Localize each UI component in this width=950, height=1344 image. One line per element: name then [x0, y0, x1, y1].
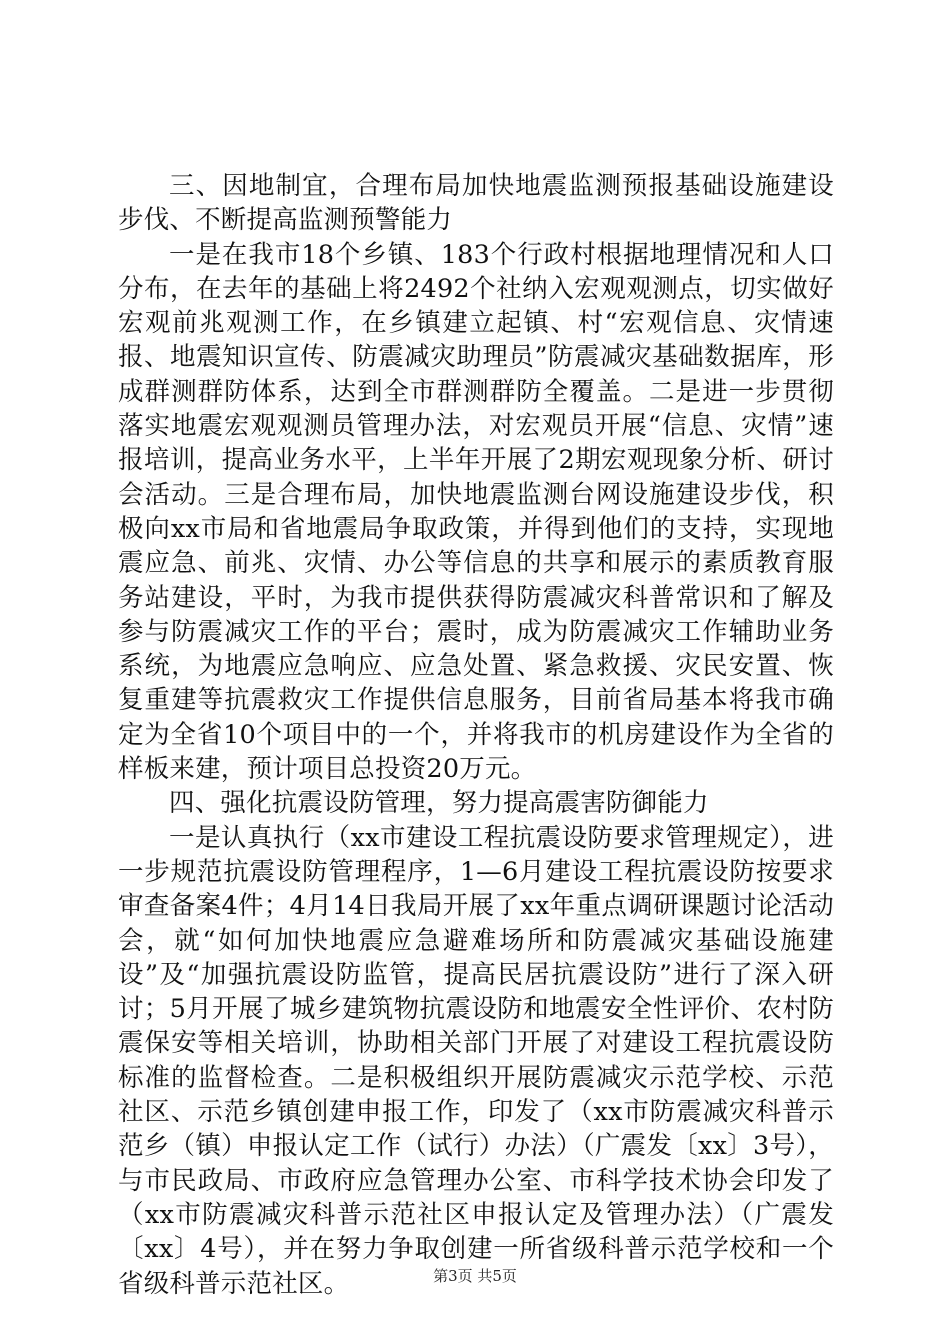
section-heading-3: 三、因地制宜，合理布局加快地震监测预报基础设施建设步伐、不断提高监测预警能力 [118, 171, 834, 236]
page-footer: 第3页 共5页 [433, 1267, 517, 1285]
document-body [118, 169, 834, 1301]
section-heading-4: 四、强化抗震设防管理，努力提高震害防御能力 [169, 788, 709, 819]
body-paragraph-2: 一是认真执行（xx市建设工程抗震设防要求管理规定），进一步规范抗震设防管理程序，1—6月建设工程抗震设防按要求审查备案4件；4月14日我局开展了xx年重点调研课题讨论活动会，就“如何加快地震应急避难场所和防震减灾基础设施建设”及“加强抗震设防监管，提高民居抗震设防”进行了深入研讨；5月开展了城乡建筑物抗震设防和地震安全性评价、农村防震保安等相关培训，协助相关部门开展了对建设工程抗震设防标准的监督检查。二是积极组织开展防震减灾示范学校、示范社区、示范乡镇创建申报工作，印发了（xx市防震减灾科普示范乡（镇）申报认定工作（试行）办法）（广震发〔xx〕3号），与市民政局、市政府应急管理办公室、市科学技术协会印发了（xx市防震减灾科普示范社区申报认定及管理办法）（广震发〔xx〕4号），并在努力争取创建一所省级科普示范学校和一个省级科普示范社区。 [118, 822, 834, 1299]
body-paragraph-1: 一是在我市18个乡镇、183个行政村根据地理情况和人口分布，在去年的基础上将2492个社纳入宏观观测点，切实做好宏观前兆观测工作，在乡镇建立起镇、村“宏观信息、灾情速报、地震知识宣传、防震减灾助理员”防震减灾基础数据库，形成群测群防体系，达到全市群测群防全覆盖。二是进一步贯彻落实地震宏观观测员管理办法，对宏观员开展“信息、灾情”速报培训，提高业务水平，上半年开展了2期宏观现象分析、研讨会活动。三是合理布局，加快地震监测台网设施建设步伐，积极向xx市局和省地震局争取政策，并得到他们的支持，实现地震应急、前兆、灾情、办公等信息的共享和展示的素质教育服务站建设，平时，为我市提供获得防震减灾科普常识和了解及参与防震减灾工作的平台；震时，成为防震减灾工作辅助业务系统，为地震应急响应、应急处置、紧急救援、灾民安置、恢复重建等抗震救灾工作提供信息服务，目前省局基本将我市确定为全省10个项目中的一个，并将我市的机房建设作为全省的样板来建，预计项目总投资20万元。 [118, 239, 834, 785]
